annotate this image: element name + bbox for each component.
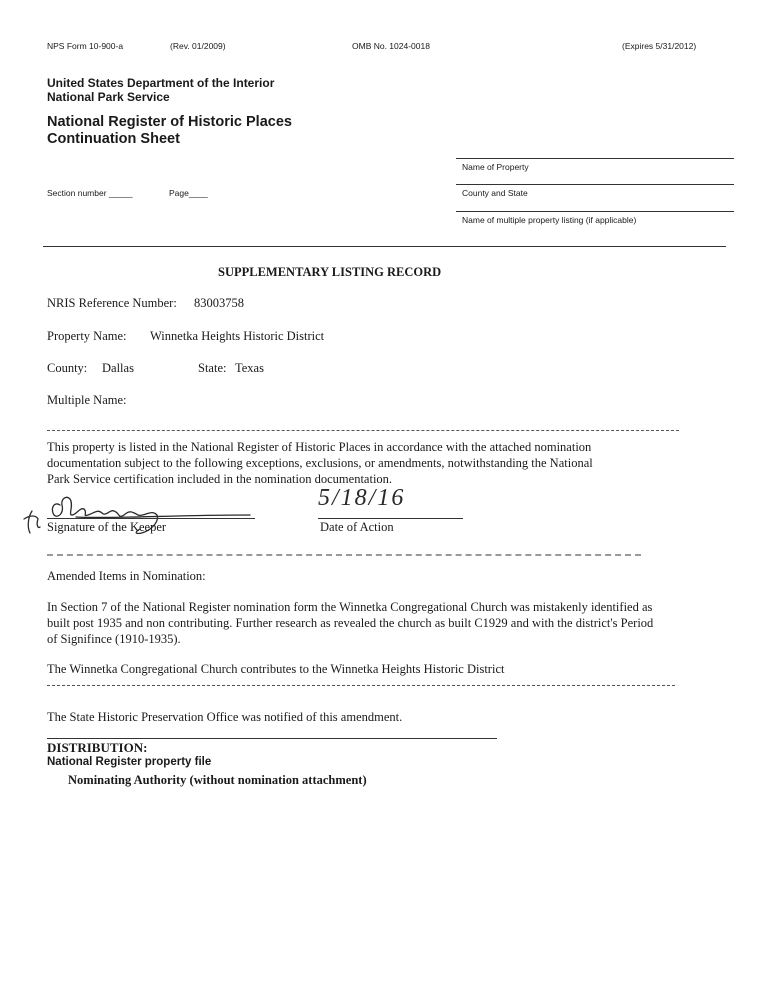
signature-label: Signature of the Keeper <box>47 520 167 534</box>
omb-number: OMB No. 1024-0018 <box>352 41 430 51</box>
property-name-rule <box>456 158 734 159</box>
amendment-line-4: The Winnetka Congregational Church contributes to the Winnetka Heights Historic District <box>47 662 505 676</box>
distribution-item-2: Nominating Authority (without nomination attachment) <box>68 773 367 787</box>
distribution-item-1: National Register property file <box>47 756 212 768</box>
multiple-listing-label: Name of multiple property listing (if applicable) <box>462 215 637 225</box>
date-of-action-label: Date of Action <box>320 520 394 534</box>
nris-reference-label: NRIS Reference Number: <box>47 296 177 310</box>
signature-line <box>47 518 255 519</box>
distribution-rule <box>47 738 497 739</box>
dashed-separator-1 <box>47 430 679 431</box>
header-separator <box>43 246 726 247</box>
record-heading: SUPPLEMENTARY LISTING RECORD <box>218 265 442 279</box>
handwritten-signature <box>10 485 270 545</box>
dashed-separator-2 <box>47 554 641 556</box>
form-revision: (Rev. 01/2009) <box>170 41 226 51</box>
section-number-field: Section number _____ <box>47 188 133 198</box>
form-expiration: (Expires 5/31/2012) <box>622 41 697 51</box>
amendment-line-1: In Section 7 of the National Register nomination form the Winnetka Congregational Church was mistakenly identified as <box>47 600 653 614</box>
date-handwritten: 5/18/16 <box>318 485 406 511</box>
county-and-state-label: County and State <box>462 188 528 198</box>
statement-line-2: documentation subject to the following exceptions, exclusions, or amendments, notwithstanding the National <box>47 456 593 470</box>
state-label: State: <box>198 361 227 375</box>
multiple-listing-rule <box>456 211 734 212</box>
statement-line-1: This property is listed in the National Register of Historic Places in accordance with the attached nomination <box>47 440 592 454</box>
date-line <box>318 518 463 519</box>
county-value: Dallas <box>102 361 134 375</box>
form-number: NPS Form 10-900-a <box>47 41 124 51</box>
service-name: National Park Service <box>47 90 170 104</box>
department-name: United States Department of the Interior <box>47 76 275 90</box>
state-value: Texas <box>235 361 264 375</box>
amendment-line-3: of Signifince (1910-1935). <box>47 632 181 646</box>
property-name-value: Winnetka Heights Historic District <box>150 329 325 343</box>
county-label: County: <box>47 361 88 375</box>
statement-line-3: Park Service certification included in the nomination documentation. <box>47 472 393 486</box>
multiple-name-label: Multiple Name: <box>47 393 127 407</box>
county-state-rule <box>456 184 734 185</box>
property-name-label: Property Name: <box>47 329 127 343</box>
form-subtitle: Continuation Sheet <box>47 131 180 147</box>
nris-reference-value: 83003758 <box>194 296 244 310</box>
amendment-line-2: built post 1935 and non contributing. Further research as revealed the church as built C1929 and with the district's Period <box>47 616 654 630</box>
amended-items-heading: Amended Items in Nomination: <box>47 569 206 583</box>
distribution-heading: DISTRIBUTION: <box>47 740 148 755</box>
page-field: Page____ <box>169 188 208 198</box>
name-of-property-label: Name of Property <box>462 162 529 172</box>
form-title: National Register of Historic Places <box>47 114 292 130</box>
dashed-separator-3 <box>47 685 675 686</box>
shpo-notification: The State Historic Preservation Office was notified of this amendment. <box>47 710 403 724</box>
